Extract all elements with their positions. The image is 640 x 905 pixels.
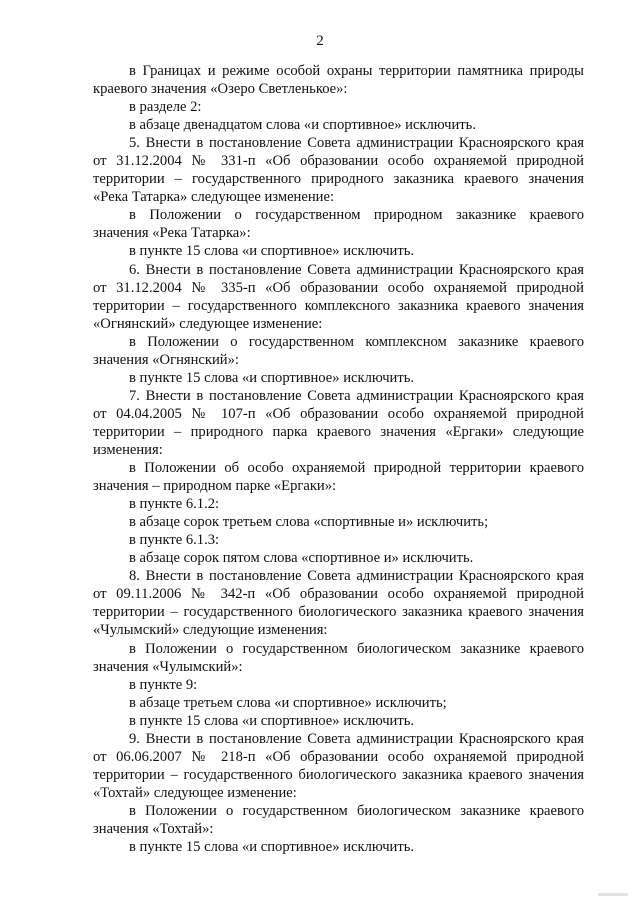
paragraph: в Положении об особо охраняемой природной территории краевого значения – природном парке «Ергаки»: bbox=[93, 460, 584, 495]
paragraph: 6. Внести в постановление Совета администрации Красноярского края от 31.12.2004 № 335-п «Об образовании особо охраняемой природной территории – государственного комплексного заказника краевого значения «Огнянский» следующее изменение: bbox=[93, 261, 584, 332]
paragraph: в абзаце двенадцатом слова «и спортивное» исключить. bbox=[129, 117, 476, 134]
paragraph: 9. Внести в постановление Совета администрации Красноярского края от 06.06.2007 № 218-п «Об образовании особо охраняемой природной территории – государственного биологического заказника краевого значения «Тохтай» следующее изменение: bbox=[93, 730, 584, 801]
paragraph: в пункте 15 слова «и спортивное» исключить. bbox=[129, 369, 415, 386]
paragraph: в пункте 6.1.3: bbox=[129, 532, 220, 549]
paragraph: в Положении о государственном комплексном заказнике краевого значения «Огнянский»: bbox=[93, 333, 584, 368]
scan-mark bbox=[598, 893, 628, 896]
paragraph: в абзаце третьем слова «и спортивное» исключить; bbox=[129, 694, 447, 711]
paragraph: в пункте 15 слова «и спортивное» исключить. bbox=[129, 243, 415, 260]
paragraph: 5. Внести в постановление Совета администрации Красноярского края от 31.12.2004 № 331-п «Об образовании особо охраняемой природной территории – государственного природного заказника краевого значения «Река Татарка» следующее изменение: bbox=[93, 135, 584, 206]
paragraph: 8. Внести в постановление Совета администрации Красноярского края от 09.11.2006 № 342-п «Об образовании особо охраняемой природной территории – государственного биологического заказника краевого значения «Чулымский» следующие изменения: bbox=[93, 568, 584, 639]
paragraph: в абзаце сорок пятом слова «спортивное и» исключить. bbox=[129, 550, 474, 567]
paragraph: в пункте 9: bbox=[129, 676, 198, 693]
paragraph: в пункте 6.1.2: bbox=[129, 496, 220, 513]
paragraph: в Положении о государственном биологическом заказнике краевого значения «Чулымский»: bbox=[93, 640, 584, 675]
paragraph: в абзаце сорок третьем слова «спортивные и» исключить; bbox=[129, 514, 489, 531]
paragraph: в пункте 15 слова «и спортивное» исключить. bbox=[129, 839, 415, 856]
document-body bbox=[93, 62, 584, 856]
paragraph: в Положении о государственном природном заказнике краевого значения «Река Татарка»: bbox=[93, 207, 584, 242]
paragraph: в Границах и режиме особой охраны территории памятника природы краевого значения «Озеро Светленькое»: bbox=[93, 63, 584, 98]
paragraph: в Положении о государственном биологическом заказнике краевого значения «Тохтай»: bbox=[93, 802, 584, 837]
paragraph: 7. Внести в постановление Совета администрации Красноярского края от 04.04.2005 № 107-п «Об образовании особо охраняемой природной территории – природного парка краевого значения «Ергаки» следующие изменения: bbox=[93, 387, 584, 458]
paragraph: в пункте 15 слова «и спортивное» исключить. bbox=[129, 712, 415, 729]
page-number: 2 bbox=[316, 33, 324, 49]
paragraph: в разделе 2: bbox=[129, 99, 202, 116]
